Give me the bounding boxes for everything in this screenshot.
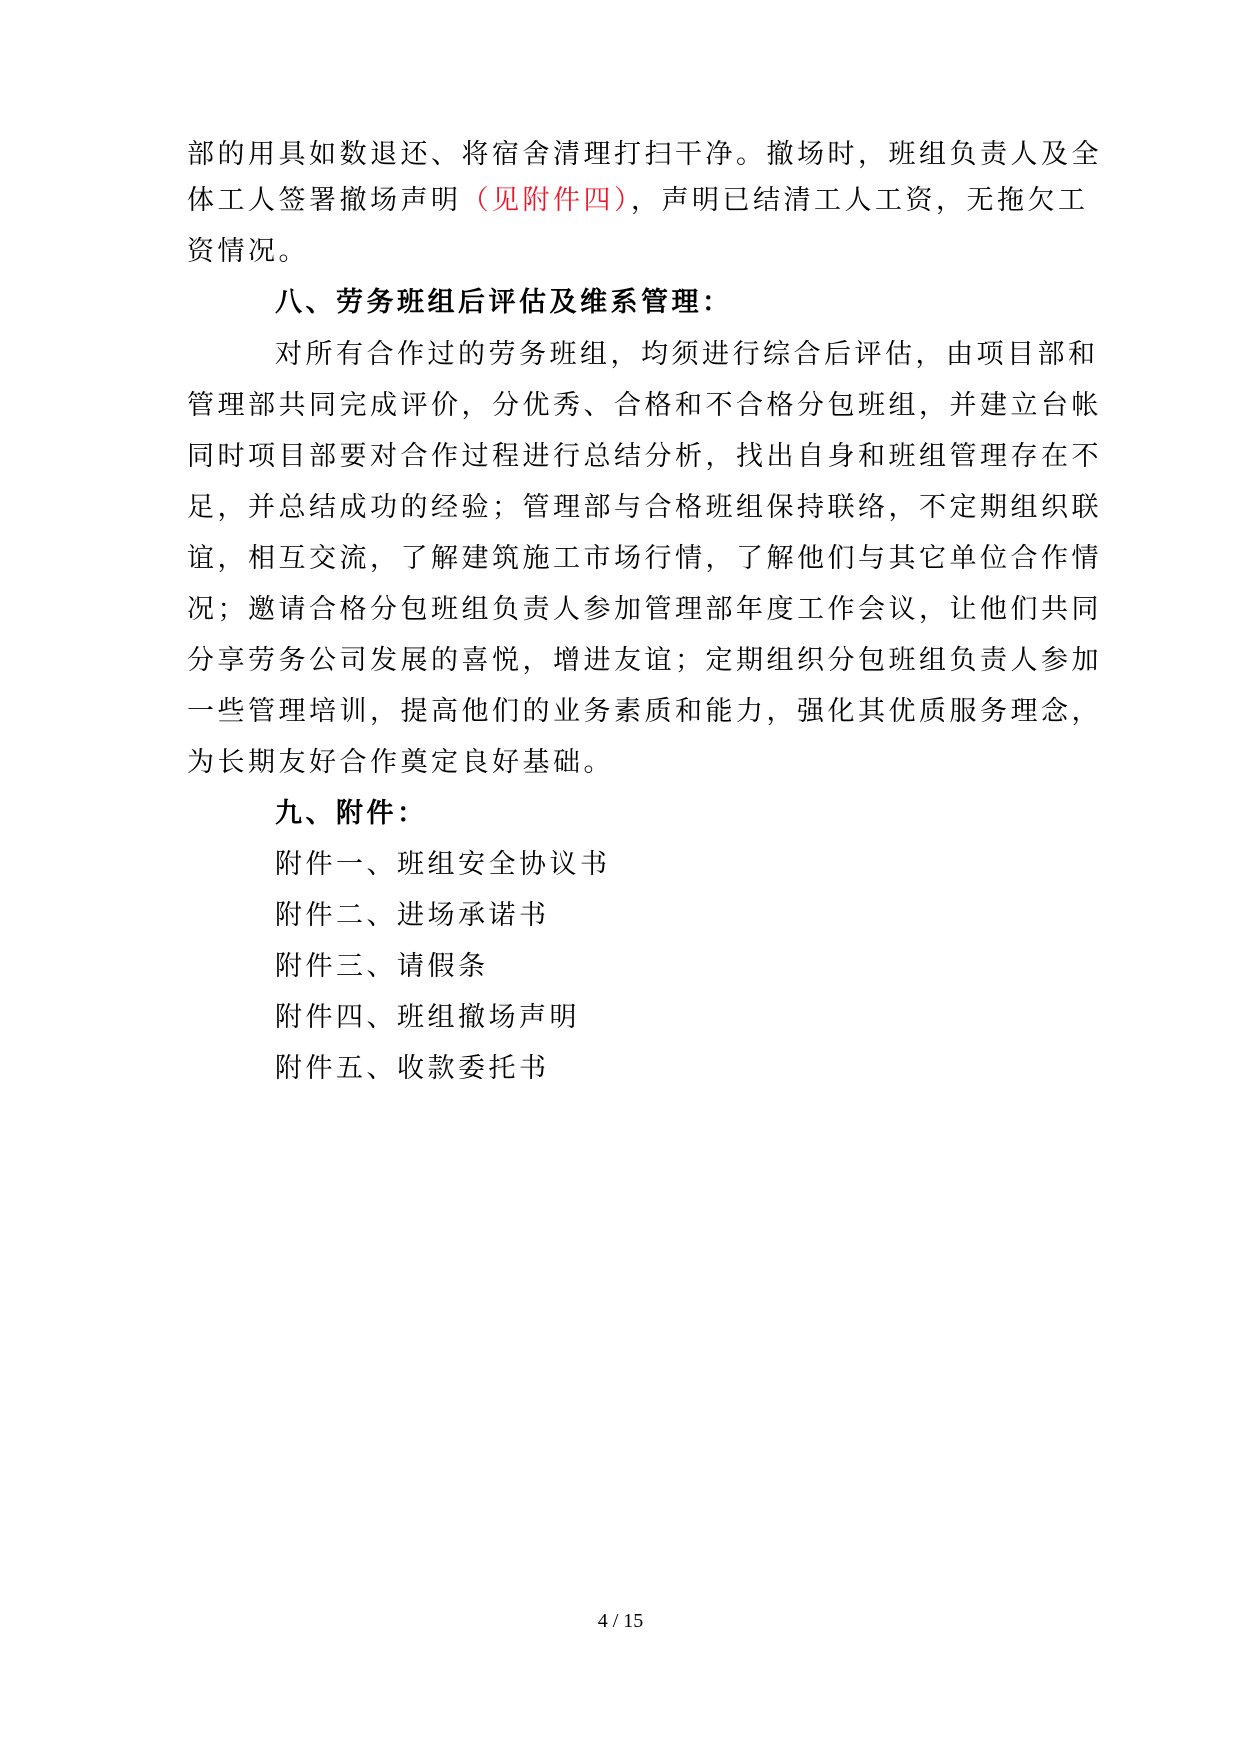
paragraph-line: 管理部共同完成评价，分优秀、合格和不合格分包班组，并建立台帐 (187, 390, 1102, 421)
paragraph-line: 分享劳务公司发展的喜悦，增进友谊；定期组织分包班组负责人参加 (187, 645, 1102, 676)
paragraph-line: 况；邀请合格分包班组负责人参加管理部年度工作会议，让他们共同 (187, 594, 1102, 625)
paragraph-line: 谊，相互交流，了解建筑施工市场行情，了解他们与其它单位合作情 (187, 543, 1102, 574)
section-heading: 八、劳务班组后评估及维系管理： (275, 287, 733, 318)
text-span: 体工人签署撤场声明 (187, 185, 462, 216)
paragraph-line: 为长期友好合作奠定良好基础。 (187, 747, 614, 778)
paragraph-line: 一些管理培训，提高他们的业务素质和能力，强化其优质服务理念， (187, 696, 1102, 727)
attachment-item: 附件二、进场承诺书 (275, 900, 550, 931)
paragraph-line: 对所有合作过的劳务班组，均须进行综合后评估，由项目部和 (275, 339, 1099, 370)
paragraph-line: 足，并总结成功的经验；管理部与合格班组保持联络，不定期组织联 (187, 492, 1102, 523)
paragraph-line: 资情况。 (187, 236, 309, 267)
paragraph-line (187, 181, 1089, 221)
attachment-item: 附件四、班组撤场声明 (275, 1002, 580, 1033)
text-span: ，声明已结清工人工资，无拖欠工 (631, 185, 1089, 216)
paragraph-line: 部的用具如数退还、将宿舍清理打扫干净。撤场时，班组负责人及全 (187, 139, 1102, 170)
attachment-reference: （见附件四） (461, 185, 631, 216)
attachment-item: 附件三、请假条 (275, 951, 489, 982)
attachment-item: 附件一、班组安全协议书 (275, 849, 611, 880)
page-number: 4 / 15 (597, 1610, 644, 1632)
paragraph-line: 同时项目部要对合作过程进行总结分析，找出自身和班组管理存在不 (187, 441, 1102, 472)
attachment-item: 附件五、收款委托书 (275, 1053, 550, 1084)
section-heading: 九、附件： (275, 798, 428, 829)
